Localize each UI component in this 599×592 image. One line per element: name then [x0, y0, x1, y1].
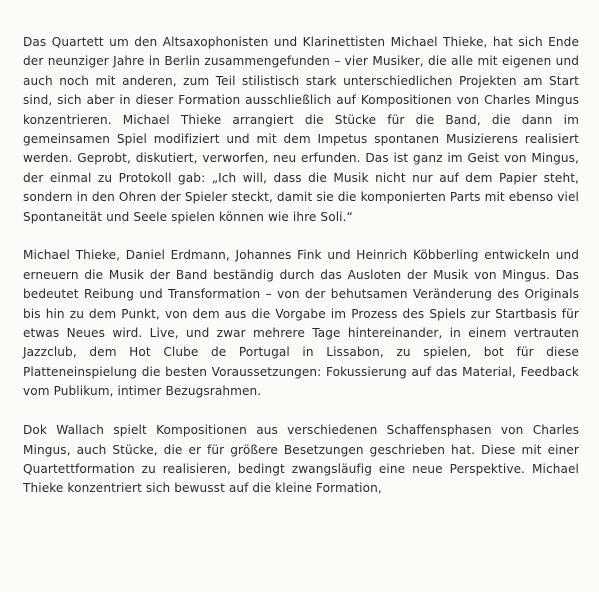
paragraph-1: Das Quartett um den Altsaxophonisten und Klarinettisten Michael Thieke, hat sich Ende der neunziger Jahre in Berlin zusammengefunden – vier Musiker, die alle mit eigenen und auch noch mit anderen, zum Teil stilistisch stark unterschiedlichen Projekten am Start sind, sich aber in dieser Formation ausschließlich auf Kompositionen von Charles Mingus konzentrieren. Michael Thieke arrangiert die Stücke für die Band, die dann im gemeinsamen Spiel modifiziert und mit dem Impetus spontanen Musizierens realisiert werden. Geprobt, diskutiert, verworfen, neu erfunden. Das ist ganz im Geist von Mingus, der einmal zu Protokoll gab: „Ich will, dass die Musik nicht nur auf dem Papier steht, sondern in den Ohren der Spieler steckt, damit sie die komponierten Parts mit ebenso viel Spontaneität und Seele spielen können wie ihre Soli.“ — [23, 35, 579, 224]
paragraph-2: Michael Thieke, Daniel Erdmann, Johannes Fink und Heinrich Köbberling entwickeln und erneuern die Musik der Band beständig durch das Ausloten der Musik von Mingus. Das bedeutet Reibung und Transformation – von der behutsamen Veränderung des Originals bis hin zu dem Punkt, von dem aus die Vorgabe im Prozess des Spiels zur Startbasis für etwas Neues wird. Live, und zwar mehrere Tage hintereinander, in einem vertrauten Jazzclub, dem Hot Clube de Portugal in Lissabon, zu spielen, bot für diese Platteneinspielung die besten Voraussetzungen: Fokussierung auf das Material, Feedback vom Publikum, intimer Bezugsrahmen. — [23, 248, 579, 399]
document-page — [23, 33, 579, 499]
paragraph-3: Dok Wallach spielt Kompositionen aus verschiedenen Schaffensphasen von Charles Mingus, auch Stücke, die er für größere Besetzungen geschrieben hat. Diese mit einer Quartettformation zu realisieren, bedingt zwangsläufig eine neue Perspektive. Michael Thieke konzentriert sich bewusst auf die kleine Formation, — [23, 423, 579, 496]
